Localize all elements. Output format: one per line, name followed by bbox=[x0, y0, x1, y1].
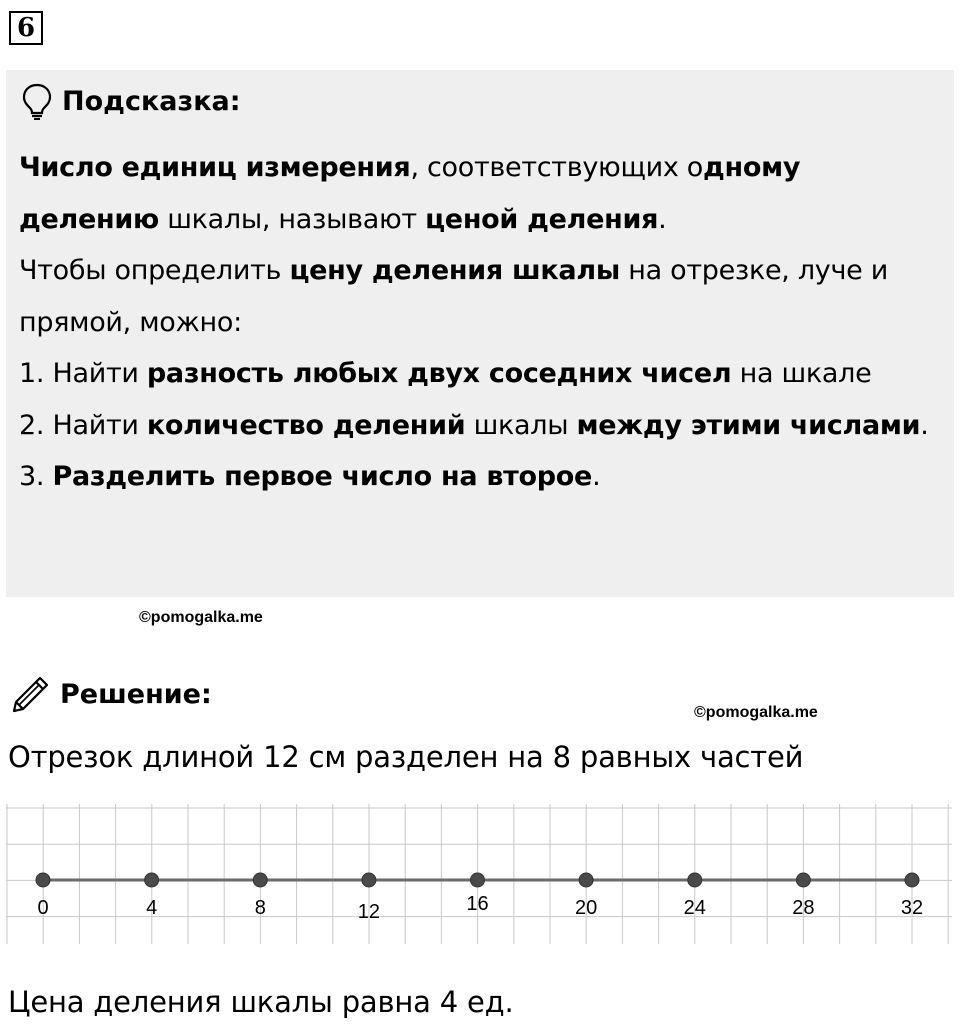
scale-point bbox=[471, 873, 485, 887]
scale-label: 0 bbox=[37, 897, 49, 919]
hint-text: , соответствующих о bbox=[410, 152, 704, 183]
hint-text: . bbox=[658, 203, 667, 235]
scale-label: 16 bbox=[466, 893, 489, 915]
scale-label: 8 bbox=[254, 897, 266, 919]
number-scale-svg bbox=[6, 804, 952, 944]
hint-term: между этими числами bbox=[576, 409, 921, 441]
hint-step-3 bbox=[19, 451, 949, 503]
hint-text: шкалы bbox=[465, 409, 577, 441]
solution-title-text: Решение: bbox=[60, 678, 212, 710]
scale-label: 24 bbox=[683, 897, 706, 919]
scale-point bbox=[905, 873, 919, 887]
hint-text: на отрезке, луче и прямой, можно: bbox=[19, 255, 888, 338]
hint-step-1 bbox=[19, 348, 949, 400]
scale-point bbox=[253, 873, 267, 887]
hint-text: . bbox=[592, 461, 601, 492]
hint-text: . bbox=[920, 409, 929, 441]
lightbulb-icon bbox=[20, 82, 54, 120]
scale-label: 28 bbox=[792, 897, 815, 919]
hint-text: 2. Найти bbox=[19, 409, 147, 441]
solution-title bbox=[10, 673, 212, 715]
hint-text: Чтобы определить bbox=[19, 255, 290, 286]
hint-term: дному bbox=[703, 152, 801, 183]
hint-title-text: Подсказка: bbox=[62, 85, 241, 117]
scale-point bbox=[688, 873, 702, 887]
scale-label: 4 bbox=[146, 897, 158, 919]
watermark: ©pomogalka.me bbox=[139, 609, 263, 626]
watermark: ©pomogalka.me bbox=[694, 704, 818, 721]
pencil-icon bbox=[10, 675, 50, 713]
solution-answer: Цена деления шкалы равна 4 ед. bbox=[8, 985, 514, 1019]
hint-text: 1. Найти bbox=[19, 358, 147, 389]
hint-title bbox=[20, 80, 241, 122]
task-number: 6 bbox=[9, 11, 43, 45]
solution-statement: Отрезок длиной 12 см разделен на 8 равных частей bbox=[8, 740, 804, 774]
hint-term: Разделить первое число на второе bbox=[52, 461, 593, 492]
scale-point bbox=[36, 873, 50, 887]
scale-point bbox=[362, 873, 376, 887]
hint-term: разность любых двух соседних чисел bbox=[146, 358, 732, 389]
scale-point bbox=[145, 873, 159, 887]
hint-text: на шкале bbox=[731, 358, 872, 389]
hint-step-2 bbox=[19, 400, 949, 452]
hint-paragraph-method bbox=[19, 245, 949, 348]
hint-text: 3. bbox=[19, 461, 53, 492]
scale-label: 32 bbox=[900, 897, 924, 919]
hint-term: цену деления шкалы bbox=[289, 255, 620, 286]
hint-text: шкалы, называют bbox=[158, 203, 426, 235]
scale-labels bbox=[37, 893, 923, 923]
scale-label: 12 bbox=[357, 901, 380, 923]
hint-term: количество делений bbox=[146, 409, 466, 441]
number-scale bbox=[6, 804, 952, 944]
hint-term: Число единиц измерения bbox=[19, 152, 411, 183]
hint-body bbox=[19, 142, 949, 503]
hint-term: ценой деления bbox=[425, 203, 659, 235]
scale-point bbox=[579, 873, 593, 887]
hint-paragraph-definition bbox=[19, 142, 949, 245]
scale-label: 20 bbox=[575, 897, 598, 919]
hint-term: делению bbox=[19, 203, 159, 235]
scale-point bbox=[796, 873, 810, 887]
